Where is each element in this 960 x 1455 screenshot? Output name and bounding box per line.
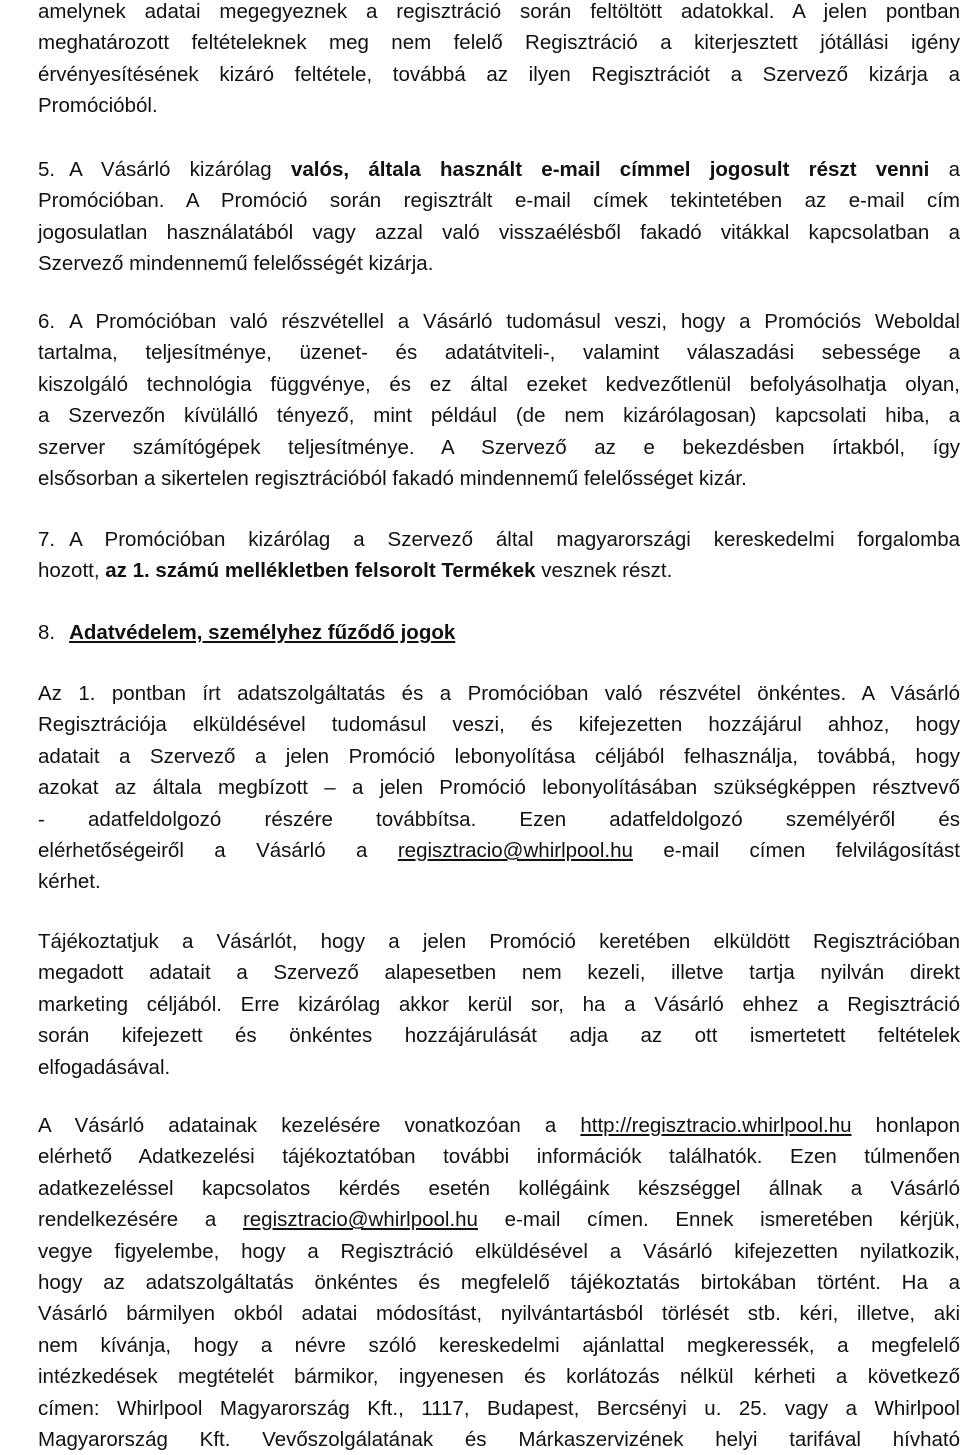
- section-7: [38, 524, 960, 587]
- text-line: tartalma, teljesítménye, üzenet- és adatátviteli-, valamint válaszadási sebessége a: [38, 341, 960, 365]
- section-number: 7.: [38, 528, 56, 551]
- text-line: Szervező mindennemű felelősségét kizárja.: [38, 252, 434, 276]
- text-line: Magyarország Kft. Vevőszolgálatának és Márkaszervizének helyi tarifával hívható: [38, 1428, 960, 1452]
- text-line: a Szervezőn kívülálló tényező, mint például (de nem kizárólagosan) kapcsolati hiba, a: [38, 404, 960, 428]
- text-line: [38, 617, 960, 648]
- text-line: szerver számítógépek teljesítménye. A Szervező az e bekezdésben írtakból, így: [38, 435, 960, 459]
- section-number: 8.: [38, 621, 56, 644]
- text-line: nem kívánja, hogy a névre szóló kereskedelmi ajánlattal megkeressék, a megfelelő: [38, 1333, 960, 1357]
- text-line: Tájékoztatjuk a Vásárlót, hogy a jelen Promóció keretében elküldött Regisztrációban: [38, 930, 960, 953]
- text-span: elérhetőségeiről a Vásárló a: [38, 839, 368, 863]
- section-6: [38, 306, 960, 494]
- intro-paragraph: [38, 0, 960, 122]
- website-link[interactable]: http://regisztracio.whirlpool.hu: [580, 1114, 852, 1137]
- final-paragraph: [38, 1110, 960, 1455]
- text-line: Regisztrációja elküldésével tudomásul veszi, és kifejezetten hozzájárul ahhoz, hogy: [38, 713, 960, 737]
- text-line: [38, 524, 960, 555]
- text-line: Promócióban. A Promóció során regisztrált e-mail címek tekintetében az e-mail cím: [38, 189, 960, 213]
- text-line: elfogadásával.: [38, 1055, 171, 1079]
- text-line: kérhet.: [38, 870, 101, 894]
- text-line: [38, 835, 960, 866]
- text-line: adatait a Szervező a jelen Promóció lebonyolítása céljából felhasználja, továbbá, hogy: [38, 744, 960, 768]
- section-number: 6.: [38, 310, 56, 333]
- text-line: során kifejezett és önkéntes hozzájárulását adja az ott ismertetett feltételek: [38, 1024, 960, 1048]
- text-span: honlapon: [875, 1114, 960, 1137]
- text-span: A Promócióban való részvétellel a Vásárló tudomásul veszi, hogy a Promóciós Weboldal: [69, 310, 960, 333]
- text-line: [38, 1110, 960, 1141]
- section-number: 5.: [38, 158, 56, 181]
- text-span: hozott,: [38, 559, 106, 583]
- info-paragraph: [38, 926, 960, 1083]
- emphasis-text: az 1. számú mellékletben felsorolt Termékek: [105, 559, 536, 583]
- text-line: adatkezeléssel kapcsolatos kérdés esetén kollégáink készséggel állnak a Vásárló: [38, 1176, 960, 1200]
- text-line: címen: Whirlpool Magyarország Kft., 1117, Budapest, Bercsényi u. 25. vagy a Whirlpool: [38, 1396, 960, 1420]
- text-span: a: [929, 158, 960, 181]
- text-line: hogy az adatszolgáltatás önkéntes és megfelelő tájékoztatás birtokában történt. Ha a: [38, 1271, 960, 1295]
- text-line: intézkedések megtételét bármikor, ingyenesen és korlátozás nélkül kérheti a következő: [38, 1365, 960, 1389]
- text-span: A Vásárló adatainak kezelésére vonatkozóan a: [38, 1114, 557, 1137]
- text-line: marketing céljából. Erre kizárólag akkor kerül sor, ha a Vásárló ehhez a Regisztráció: [38, 992, 960, 1016]
- text-line: meghatározott feltételeknek meg nem felelő Regisztráció a kiterjesztett jótállási igény: [38, 31, 960, 55]
- text-line: elérhető Adatkezelési tájékoztatóban további információk találhatók. Ezen túlmenően: [38, 1145, 960, 1169]
- text-line: [38, 154, 960, 185]
- text-span: A Promócióban kizárólag a Szervező által magyarországi kereskedelmi forgalomba: [69, 528, 960, 551]
- email-link[interactable]: regisztracio@whirlpool.hu: [397, 839, 633, 863]
- text-span: vesznek részt.: [535, 559, 673, 583]
- section-title: Adatvédelem, személyhez fűződő jogok: [69, 621, 456, 644]
- text-line: jogosulatlan használatából vagy azzal való visszaélésből fakadó vitákkal kapcsolatban a: [38, 220, 960, 244]
- text-line: amelynek adatai megegyeznek a regisztráció során feltöltött adatokkal. A jelen pontban: [38, 0, 960, 23]
- text-line: kiszolgáló technológia függvénye, és ez által ezeket kedvezőtlenül befolyásolhatja olyan,: [38, 372, 960, 396]
- text-line: elsősorban a sikertelen regisztrációból fakadó mindennemű felelősséget kizár.: [38, 467, 747, 491]
- text-line: megadott adatait a Szervező alapesetben nem kezeli, illetve tartja nyilván direkt: [38, 961, 960, 985]
- text-line: érvényesítésének kizáró feltétele, továbbá az ilyen Regisztrációt a Szervező kizárja a: [38, 62, 960, 86]
- text-line: [38, 1204, 960, 1235]
- text-line: [38, 555, 960, 586]
- text-line: Az 1. pontban írt adatszolgáltatás és a Promócióban való részvétel önkéntes. A Vásárló: [38, 682, 960, 705]
- section-8-body: [38, 678, 960, 898]
- text-line: vegye figyelembe, hogy a Regisztráció elküldésével a Vásárló kifejezetten nyilatkozik,: [38, 1239, 960, 1263]
- text-line: - adatfeldolgozó részére továbbítsa. Ezen adatfeldolgozó személyéről és: [38, 807, 960, 831]
- text-span: A Vásárló kizárólag: [69, 158, 291, 181]
- section-5: [38, 154, 960, 280]
- text-line: azokat az általa megbízott – a jelen Promóció lebonyolításában szükségképpen résztvevő: [38, 776, 960, 800]
- text-line: [38, 306, 960, 337]
- text-line: Promócióból.: [38, 94, 158, 118]
- email-link[interactable]: regisztracio@whirlpool.hu: [242, 1208, 478, 1232]
- text-span: e-mail címen felvilágosítást: [663, 839, 960, 863]
- emphasis-text: valós, általa használt e-mail címmel jogosult részt venni: [290, 158, 930, 181]
- text-span: e-mail címen. Ennek ismeretében kérjük,: [504, 1208, 960, 1232]
- text-span: rendelkezésére a: [38, 1208, 217, 1232]
- text-line: Vásárló bármilyen okból adatai módosítást, nyilvántartásból törlését stb. kéri, illetve, aki: [38, 1302, 960, 1326]
- section-8-heading: [38, 617, 960, 648]
